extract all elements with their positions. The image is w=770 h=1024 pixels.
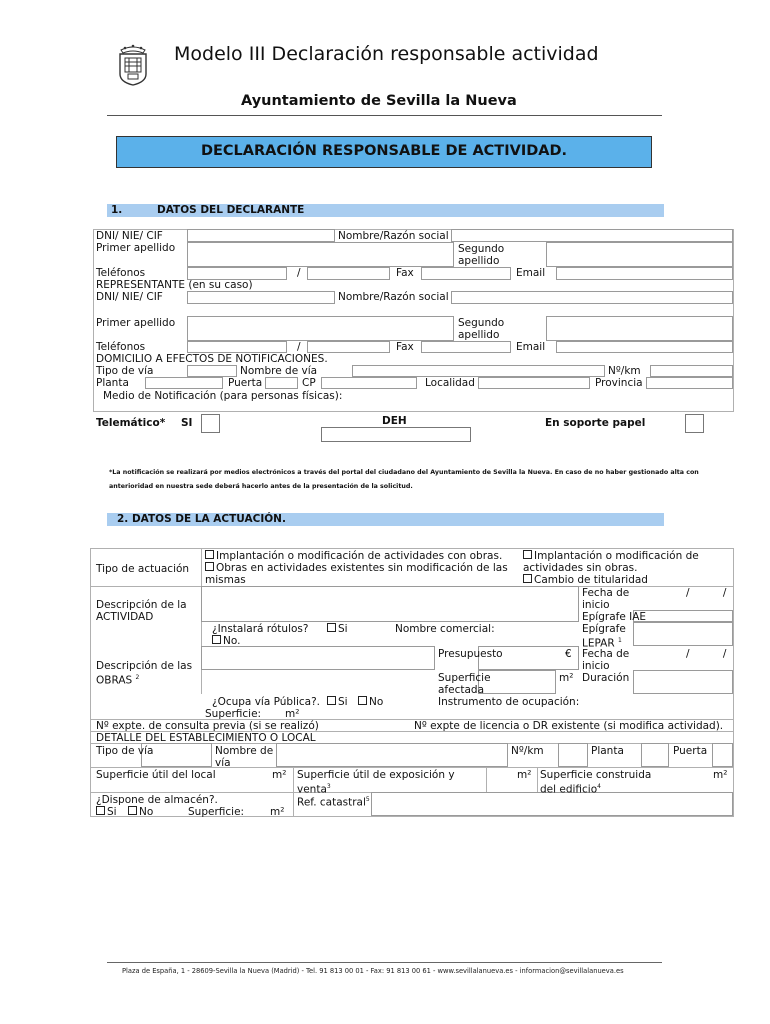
public-road-no-option[interactable] — [358, 696, 383, 709]
notification-note-line2: anterioridad en nuestra sede deberá hacerlo antes de la presentación de la solicitud. — [109, 483, 413, 490]
paper-support-label: En soporte papel — [545, 417, 646, 429]
dni-input[interactable] — [187, 229, 335, 242]
town-label: Localidad — [425, 377, 475, 389]
rep-phones-label: Teléfonos — [96, 341, 146, 353]
checkbox-icon — [128, 806, 137, 815]
occupation-surface-unit: m² — [285, 708, 300, 720]
footnote-ref: 3 — [326, 783, 331, 790]
document-title: Modelo III Declaración responsable actividad — [174, 43, 599, 65]
banner-title: DECLARACIÓN RESPONSABLE DE ACTIVIDAD. — [200, 143, 568, 159]
checkbox-icon — [327, 696, 336, 705]
dni-label: DNI/ NIE/ CIF — [96, 230, 163, 242]
checkbox-icon — [523, 550, 532, 559]
fax-input[interactable] — [421, 267, 511, 280]
warehouse-surface-label: Superficie: — [188, 806, 245, 818]
telematic-label: Telemático* — [96, 417, 166, 429]
organization-name: Ayuntamiento de Sevilla la Nueva — [241, 93, 517, 109]
deh-label: DEH — [382, 415, 407, 427]
action-type-label: Tipo de actuación — [96, 563, 190, 575]
section2-title: 2. DATOS DE LA ACTUACIÓN. — [117, 513, 286, 525]
footnote-ref: 1 — [617, 637, 622, 644]
rep-second-surname-label: Segundo — [458, 317, 505, 329]
local-door-input[interactable] — [712, 743, 733, 767]
grid-line — [90, 548, 91, 816]
footnote-ref: 2 — [135, 674, 140, 681]
deh-input[interactable] — [321, 427, 471, 442]
warehouse-no-option[interactable] — [128, 806, 153, 819]
warehouse-yes-option[interactable] — [96, 806, 117, 819]
start-date-label-2: inicio — [582, 599, 610, 611]
cadastral-text: Ref. catastral — [297, 796, 366, 809]
section2-header — [107, 513, 664, 526]
grid-line — [537, 767, 538, 792]
section1-header — [107, 204, 664, 217]
phones-label: Teléfonos — [96, 267, 146, 279]
option-label: Cambio de titularidad — [534, 574, 648, 586]
checkbox-icon — [96, 806, 105, 815]
start-date-separators: / / — [686, 587, 727, 599]
checkbox-icon — [212, 635, 221, 644]
activity-description-input[interactable] — [201, 586, 579, 622]
notification-note-line1: *La notificación se realizará por medios electrónicos a través del portal del ciudadano del Ayuntamiento de Sevilla la Nueva. En caso de no haber gestionado alta con — [109, 469, 699, 476]
floor-label: Planta — [96, 377, 129, 389]
surface-unit: m² — [559, 672, 574, 684]
activity-description-label-2: ACTIVIDAD — [96, 611, 154, 623]
option-label: No — [139, 806, 154, 818]
lepar-text: LEPAR — [582, 637, 615, 650]
name-label: Nombre/Razón social — [338, 230, 449, 242]
rep-first-surname-label: Primer apellido — [96, 317, 176, 329]
checkbox-icon — [205, 550, 214, 559]
name-input[interactable] — [451, 229, 733, 242]
street-type-input[interactable] — [187, 365, 237, 377]
street-type-label: Tipo de vía — [96, 365, 154, 377]
option-implantation-without-works[interactable] — [523, 550, 699, 563]
occupation-instrument-label: Instrumento de ocupación: — [438, 696, 580, 708]
rep-name-label: Nombre/Razón social — [338, 291, 449, 303]
footer-address: Plaza de España, 1 - 28609-Sevilla la Nueva (Madrid) - Tel. 91 813 00 01 - Fax: 91 813 00 61 - www.sevillalanueva.es - informacion@sevillalanueva.es — [122, 967, 624, 975]
phones-separator: / — [297, 267, 301, 279]
town-input[interactable] — [478, 377, 590, 389]
works-start-label-2: inicio — [582, 660, 610, 672]
built-surface-unit: m² — [713, 769, 728, 781]
surface-label: Superficie — [438, 672, 491, 684]
section1-number: 1. — [111, 204, 123, 216]
footnote-ref: 4 — [597, 783, 601, 790]
rep-second-surname-label-2: apellido — [458, 329, 500, 341]
rep-email-input[interactable] — [556, 341, 733, 353]
warehouse-surface-unit: m² — [270, 806, 285, 818]
trade-name-label: Nombre comercial: — [395, 623, 495, 635]
rep-phones-separator: / — [297, 341, 301, 353]
signs-question: ¿Instalará rótulos? — [212, 623, 309, 635]
premises-door-label: Puerta — [673, 745, 708, 757]
first-surname-label: Primer apellido — [96, 242, 176, 254]
built-text: del edificio — [540, 783, 598, 796]
second-surname-label: Segundo — [458, 243, 505, 255]
option-works-existing-cont: mismas — [205, 574, 246, 586]
rep-email-label: Email — [516, 341, 546, 353]
duration-input[interactable] — [633, 670, 733, 694]
checkbox-icon — [327, 623, 336, 632]
option-label: Si — [107, 806, 117, 818]
grid-line — [93, 411, 734, 412]
second-surname-input[interactable] — [546, 242, 733, 267]
works-date-separators: / / — [686, 648, 727, 660]
floor-input[interactable] — [145, 377, 223, 389]
local-street-name-input[interactable] — [276, 743, 508, 767]
public-road-question: ¿Ocupa vía Pública?. — [212, 696, 321, 708]
signs-yes-option[interactable] — [327, 623, 348, 636]
premises-street-name-label-2: vía — [215, 757, 231, 769]
rep-dni-label: DNI/ NIE/ CIF — [96, 291, 163, 303]
header-divider — [107, 115, 662, 116]
footer-divider — [107, 962, 662, 963]
grid-line — [90, 816, 734, 817]
street-number-input[interactable] — [650, 365, 733, 377]
phone2-input[interactable] — [307, 267, 390, 280]
option-label: No — [369, 696, 384, 708]
option-label: Implantación o modificación de actividades con obras. — [216, 550, 503, 562]
exhibition-surface-label: Superficie útil de exposición y — [297, 769, 455, 781]
postcode-input[interactable] — [321, 377, 417, 389]
prior-consultation-label: Nº expte. de consulta previa (si se realizó) — [96, 720, 319, 732]
postcode-label: CP — [302, 377, 316, 389]
rep-phone2-input[interactable] — [307, 341, 390, 353]
door-label: Puerta — [228, 377, 263, 389]
rep-dni-input[interactable] — [187, 291, 335, 304]
duration-label: Duración — [582, 672, 630, 684]
grid-line — [733, 229, 734, 411]
budget-label: Presupuesto — [438, 648, 503, 660]
telematic-checkbox[interactable] — [201, 414, 220, 433]
second-surname-label-2: apellido — [458, 255, 500, 267]
works-description-label-2 — [96, 672, 139, 687]
local-number-input[interactable] — [558, 743, 588, 767]
cadastral-label — [297, 794, 370, 809]
exhibition-surface-unit: m² — [517, 769, 532, 781]
grid-line — [486, 767, 487, 792]
iae-input[interactable] — [633, 610, 733, 622]
built-surface-label: Superficie construida — [540, 769, 652, 781]
grid-line — [93, 229, 94, 411]
lepar-label: Epígrafe — [582, 623, 626, 635]
first-surname-input[interactable] — [187, 242, 454, 267]
grid-line — [90, 548, 734, 549]
signs-no-option[interactable] — [212, 635, 240, 648]
email-input[interactable] — [556, 267, 733, 280]
province-label: Provincia — [595, 377, 643, 389]
street-name-label: Nombre de vía — [240, 365, 318, 377]
rep-name-input[interactable] — [451, 291, 733, 304]
province-input[interactable] — [646, 377, 733, 389]
iae-label: Epígrafe IAE — [582, 611, 647, 623]
option-label: No. — [223, 635, 241, 647]
representative-label: REPRESENTANTE (en su caso) — [96, 279, 253, 291]
activity-description-label: Descripción de la — [96, 599, 187, 611]
rep-second-surname-input[interactable] — [546, 316, 733, 341]
warehouse-question: ¿Dispone de almacén?. — [96, 794, 218, 806]
paper-checkbox[interactable] — [685, 414, 704, 433]
telematic-yes-label: SI — [181, 417, 193, 429]
notification-method-label: Medio de Notificación (para personas físicas): — [103, 390, 343, 402]
occupation-surface-label: Superficie: — [205, 708, 262, 720]
rep-fax-label: Fax — [396, 341, 414, 353]
works-text: OBRAS — [96, 674, 133, 687]
grid-line — [90, 767, 734, 768]
option-implantation-without-works-cont: actividades sin obras. — [523, 562, 638, 574]
footnote-ref: 5 — [365, 796, 370, 803]
email-label: Email — [516, 267, 546, 279]
works-start-label: Fecha de — [582, 648, 630, 660]
street-number-label: Nº/km — [608, 365, 641, 377]
option-works-existing[interactable] — [205, 562, 508, 575]
rep-first-surname-input[interactable] — [187, 316, 454, 341]
premises-street-name-label: Nombre de — [215, 745, 274, 757]
start-date-label: Fecha de — [582, 587, 630, 599]
works-description-label: Descripción de las — [96, 660, 193, 672]
option-label: Si — [338, 696, 348, 708]
grid-line — [733, 548, 734, 816]
fax-label: Fax — [396, 267, 414, 279]
useful-surface-label: Superficie útil del local — [96, 769, 216, 781]
premises-detail-label: DETALLE DEL ESTABLECIMIENTO O LOCAL — [96, 732, 316, 744]
surface-label-2: afectada — [438, 684, 485, 696]
option-label: Implantación o modificación de — [534, 550, 699, 562]
exhibition-text: venta — [297, 783, 327, 796]
useful-surface-unit: m² — [272, 769, 287, 781]
rep-fax-input[interactable] — [421, 341, 511, 353]
rep-phone1-input[interactable] — [187, 341, 287, 353]
premises-number-label: Nº/km — [511, 745, 544, 757]
grid-line — [293, 767, 294, 816]
option-implantation-with-works[interactable] — [205, 550, 502, 563]
public-road-yes-option[interactable] — [327, 696, 348, 709]
license-file-label: Nº expte de licencia o DR existente (si modifica actividad). — [414, 720, 724, 732]
option-change-ownership[interactable] — [523, 574, 648, 587]
built-surface-label-2 — [540, 781, 601, 796]
checkbox-icon — [523, 574, 532, 583]
door-input[interactable] — [265, 377, 298, 389]
works-description-input[interactable] — [201, 646, 435, 670]
local-floor-input[interactable] — [641, 743, 669, 767]
option-label: Si — [338, 623, 348, 635]
checkbox-icon — [358, 696, 367, 705]
municipal-coat-of-arms-icon — [113, 44, 153, 86]
checkbox-icon — [205, 562, 214, 571]
option-label: Obras en actividades existentes sin modificación de las — [216, 562, 508, 574]
street-name-input[interactable] — [352, 365, 605, 377]
premises-floor-label: Planta — [591, 745, 624, 757]
declaration-banner — [116, 136, 652, 168]
premises-street-type-label: Tipo de vía — [96, 745, 154, 757]
euro-label: € — [565, 648, 572, 660]
domicile-label: DOMICILIO A EFECTOS DE NOTIFICACIONES. — [96, 353, 328, 365]
section1-title: DATOS DEL DECLARANTE — [157, 204, 305, 216]
lepar-input[interactable] — [633, 622, 733, 646]
